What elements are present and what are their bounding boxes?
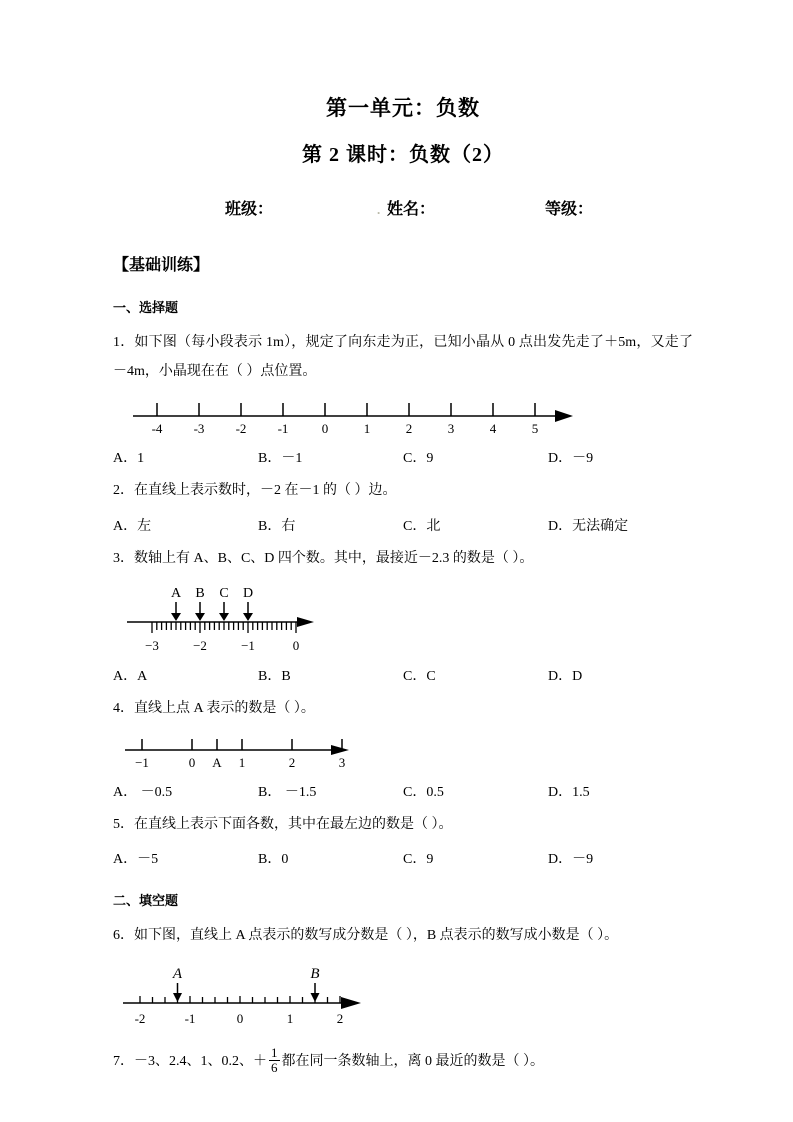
svg-text:2: 2	[405, 421, 413, 437]
figure-4-pointer-labels	[172, 966, 320, 982]
question-2-options	[113, 515, 693, 535]
svg-text:C: C	[219, 585, 229, 601]
svg-text:1: 1	[363, 421, 371, 437]
svg-text:B: B	[195, 585, 205, 601]
q3-option-d[interactable]: D．D	[548, 668, 583, 684]
page-title: 第一单元：负数	[326, 96, 480, 120]
class-label: 班级：	[225, 201, 274, 219]
question-3-options	[113, 665, 693, 685]
question-4-options	[113, 781, 693, 801]
svg-text:3: 3	[447, 421, 455, 437]
q5-option-d[interactable]: D．－9	[548, 852, 594, 868]
svg-text:1: 1	[286, 1010, 294, 1026]
svg-text:1: 1	[238, 754, 246, 770]
svg-text:D: D	[242, 585, 254, 601]
svg-text:5: 5	[531, 421, 539, 437]
figure-number-line-4	[115, 961, 693, 1033]
svg-text:A: A	[172, 965, 183, 982]
q4-option-a[interactable]: A． －0.5	[113, 784, 173, 800]
question-5-text: 5．在直线上表示下面各数，其中在最左边的数是（ ）。	[113, 816, 453, 832]
q4-option-d[interactable]: D．1.5	[548, 784, 590, 800]
q4-option-c[interactable]: C．0.5	[403, 784, 444, 800]
figure-3-tick-labels	[135, 755, 345, 770]
question-2-text: 2．在直线上表示数时，－2 在－1 的（ ）边。	[113, 483, 397, 499]
figure-number-line-3	[115, 732, 693, 772]
figure-2-tick-labels	[145, 638, 299, 653]
q5-option-a[interactable]: A．－5	[113, 852, 159, 868]
fraction-numerator: 1	[271, 1044, 278, 1060]
section-basic-training: 【基础训练】	[113, 255, 210, 275]
svg-text:A: A	[212, 754, 222, 770]
name-label: 姓名：	[387, 201, 436, 219]
figure-number-line-2	[117, 582, 693, 656]
svg-text:0: 0	[236, 1010, 244, 1026]
figure-2-pointers	[171, 602, 253, 621]
svg-text:−3: −3	[145, 637, 159, 653]
svg-text:−1: −1	[241, 637, 255, 653]
q3-option-c[interactable]: C．C	[403, 668, 436, 684]
figure-number-line-1	[123, 396, 693, 438]
svg-text:0: 0	[188, 754, 196, 770]
fraction-one-sixth	[269, 1046, 280, 1074]
question-1-options	[113, 447, 693, 467]
q2-option-a[interactable]: A．左	[113, 519, 152, 535]
svg-text:-1: -1	[277, 421, 289, 437]
section-multiple-choice: 一、选择题	[113, 301, 179, 317]
separator-dot: .	[377, 202, 381, 218]
question-4-text: 4．直线上点 A 表示的数是（ ）。	[113, 700, 315, 716]
svg-text:2: 2	[288, 754, 296, 770]
question-7-text	[113, 1046, 693, 1077]
svg-text:A: A	[170, 585, 182, 601]
svg-text:4: 4	[489, 421, 497, 437]
svg-text:-2: -2	[235, 421, 247, 437]
svg-text:-4: -4	[151, 421, 163, 437]
q1-option-c[interactable]: C．9	[403, 451, 434, 467]
page-subtitle: 第 2 课时：负数（2）	[302, 144, 504, 167]
q5-option-b[interactable]: B．0	[258, 852, 289, 868]
figure-4-pointers	[173, 983, 320, 1002]
q4-option-b[interactable]: B． －1.5	[258, 784, 317, 800]
q3-option-a[interactable]: A．A	[113, 668, 148, 684]
figure-2-pointer-labels	[171, 586, 253, 601]
question-3-text: 3．数轴上有 A、B、C、D 四个数。其中，最接近－2.3 的数是（ ）。	[113, 551, 534, 567]
q2-option-c[interactable]: C．北	[403, 519, 441, 535]
page-content	[113, 0, 693, 1076]
question-5-options	[113, 848, 693, 868]
q1-option-a[interactable]: A．1	[113, 451, 145, 467]
q1-option-d[interactable]: D．－9	[548, 451, 594, 467]
fraction-denominator: 6	[271, 1059, 278, 1075]
svg-text:B: B	[310, 965, 320, 982]
svg-text:−2: −2	[193, 637, 207, 653]
q2-option-d[interactable]: D．无法确定	[548, 519, 629, 535]
figure-1-tick-labels	[152, 421, 539, 436]
svg-text:2: 2	[336, 1010, 344, 1026]
figure-4-tick-labels	[135, 1011, 344, 1026]
svg-text:0: 0	[321, 421, 329, 437]
svg-text:−1: −1	[135, 754, 149, 770]
q7-text-after: 都在同一条数轴上，离 0 最近的数是（ ）。	[281, 1053, 544, 1069]
svg-text:3: 3	[338, 754, 346, 770]
section-fill-in-blank: 二、填空题	[113, 894, 179, 910]
q5-option-c[interactable]: C．9	[403, 852, 434, 868]
q2-option-b[interactable]: B．右	[258, 519, 296, 535]
question-6-text: 6．如下图，直线上 A 点表示的数写成分数是（ ），B 点表示的数写成小数是（ ）。	[113, 928, 619, 944]
question-1-text: 1．如下图（每小段表示 1m），规定了向东走为正，已知小晶从 0 点出发先走了＋5m，又走了－4m，小晶现在在（ ）点位置。	[113, 335, 693, 379]
svg-text:-1: -1	[184, 1010, 196, 1026]
student-info-row	[113, 196, 693, 219]
q7-text-before: 7．－3、2.4、1、0.2、＋	[113, 1053, 267, 1069]
svg-text:0: 0	[292, 637, 300, 653]
grade-label: 等级：	[545, 201, 594, 219]
q1-option-b[interactable]: B．－1	[258, 451, 303, 467]
q3-option-b[interactable]: B．B	[258, 668, 291, 684]
svg-text:-3: -3	[193, 421, 205, 437]
svg-text:-2: -2	[134, 1010, 146, 1026]
